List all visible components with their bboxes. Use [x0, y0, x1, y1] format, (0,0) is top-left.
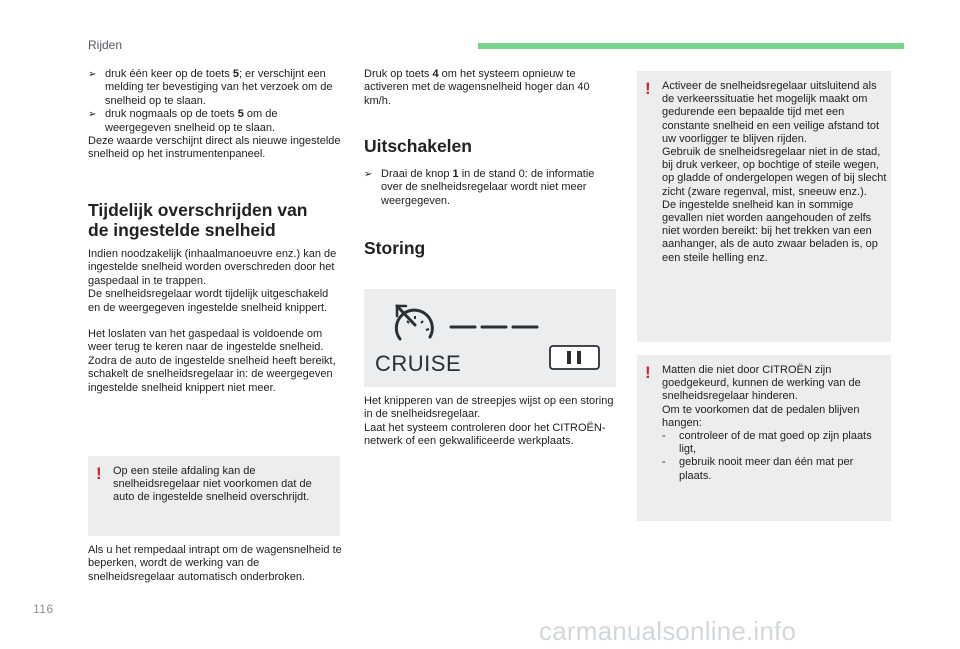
paragraph: Druk op toets 4 om het systeem opnieuw te activeren met de wagensnelheid hoger dan 40 km/h. [364, 68, 590, 107]
key-number: 1 [452, 168, 459, 180]
heading-line: Tijdelijk overschrijden van [88, 200, 308, 220]
exclamation-icon: ! [645, 363, 651, 382]
column-1 [88, 68, 342, 162]
bullet-store-speed-first [88, 68, 342, 108]
warning-text: Activeer de snelheidsregelaar uitsluitend als de verkeerssituatie het mogelijk maakt om gedurende een bepaalde tijd met een constante snelheid en een veilige afstand tot uw voorligger te blijven rijden. [662, 80, 880, 145]
page-number: 116 [33, 602, 54, 616]
paragraph: De snelheidsregelaar wordt tijdelijk uitgeschakeld en de weergegeven ingestelde snelheid knippert. [88, 288, 329, 314]
paragraph: Als u het rempedaal intrapt om de wagensnelheid te beperken, wordt de werking van de snelheidsregelaar automatisch onderbroken. [88, 544, 342, 583]
list-item: - gebruik nooit meer dan één mat per plaats. [662, 456, 854, 482]
bullet-text: druk nogmaals op de toets [105, 108, 238, 121]
warning-text: Om te voorkomen dat de pedalen blijven hangen: [662, 403, 860, 429]
bullet-store-speed-second [88, 108, 342, 135]
arrow-bullet-icon: ➢ [88, 109, 97, 121]
warning-box-usage [637, 71, 891, 342]
paragraph: Het loslaten van het gaspedaal is voldoende om weer terug te keren naar de ingestelde snelheid. [88, 328, 324, 354]
bullet-text: ; er verschijnt een melding ter bevestiging van het verzoek om de snelheid op te slaan. [105, 68, 333, 107]
cruise-display-illustration [364, 289, 616, 387]
column-2-off [364, 168, 616, 208]
warning-box-mats [637, 355, 891, 521]
paragraph: Laat het systeem controleren door het CITROËN-netwerk of een gekwalificeerde werkplaats. [364, 421, 606, 448]
heading-line: de ingestelde snelheid [88, 220, 276, 240]
cruise-label: CRUISE [375, 351, 462, 376]
pause-indicator [550, 346, 599, 369]
warning-box-descent [88, 456, 340, 536]
bullet-text: druk één keer op de toets [105, 68, 233, 80]
warning-text: Gebruik de snelheidsregelaar niet in de stad, bij druk verkeer, op bochtige of steile wegen, op gladde of ondergelopen wegen of bij slecht zicht (zware regenval, mist, sneeuw enz.). [662, 146, 887, 198]
bullet-text: in de stand 0: de informatie over de snelheidsregelaar wordt niet meer weergegeven. [381, 168, 595, 207]
bullet-switch-off [364, 168, 616, 208]
exclamation-icon: ! [645, 79, 651, 98]
warning-text: De ingestelde snelheid kan in sommige gevallen niet worden aangehouden of zelfs niet worden bereikt: bij het trekken van een aanhanger, als de auto zwaar beladen is, op een steile helling enz. [662, 198, 878, 264]
heading-exceed-speed [88, 200, 348, 240]
key-number: 5 [232, 68, 239, 80]
paragraph: Deze waarde verschijnt direct als nieuwe ingestelde snelheid op het instrumentenpaneel. [88, 135, 341, 161]
column-2-intro [364, 68, 614, 108]
paragraph: Zodra de auto de ingestelde snelheid heeft bereikt, schakelt de snelheidsregelaar in: de weergegeven ingestelde snelheid knippert niet meer. [88, 354, 336, 394]
paragraph: Het knipperen van de streepjes wijst op een storing in de snelheidsregelaar. [364, 395, 614, 421]
paragraph: Indien noodzakelijk (inhaalmanoeuvre enz.) kan de ingestelde snelheid worden overschreden door het gaspedaal in te trappen. [88, 248, 337, 287]
bullet-text: Draai de knop [381, 168, 453, 180]
arrow-bullet-icon: ➢ [364, 169, 373, 180]
warning-text: Matten die niet door CITROËN zijn goedgekeurd, kunnen de werking van de snelheidsregelaar hinderen. [662, 364, 861, 403]
exclamation-icon: ! [96, 464, 102, 483]
key-number: 5 [237, 108, 244, 121]
column-2-fault [364, 395, 616, 449]
warning-text: Op een steile afdaling kan de snelheidsregelaar niet voorkomen dat de auto de ingestelde snelheid overschrijdt. [113, 465, 312, 504]
column-1-body [88, 248, 342, 395]
bullet-text: om de weergegeven snelheid op te slaan. [105, 108, 278, 134]
key-number: 4 [432, 68, 439, 80]
list-item: - controleer of de mat goed op zijn plaats ligt, [662, 430, 872, 456]
watermark: carmanualsonline.info [539, 616, 797, 646]
heading-switch-off: Uitschakelen [364, 136, 472, 156]
column-1-footer [88, 544, 342, 584]
section-title: Rijden [88, 38, 123, 52]
heading-fault: Storing [364, 238, 426, 258]
arrow-bullet-icon: ➢ [88, 69, 97, 80]
section-accent-bar [478, 43, 904, 49]
